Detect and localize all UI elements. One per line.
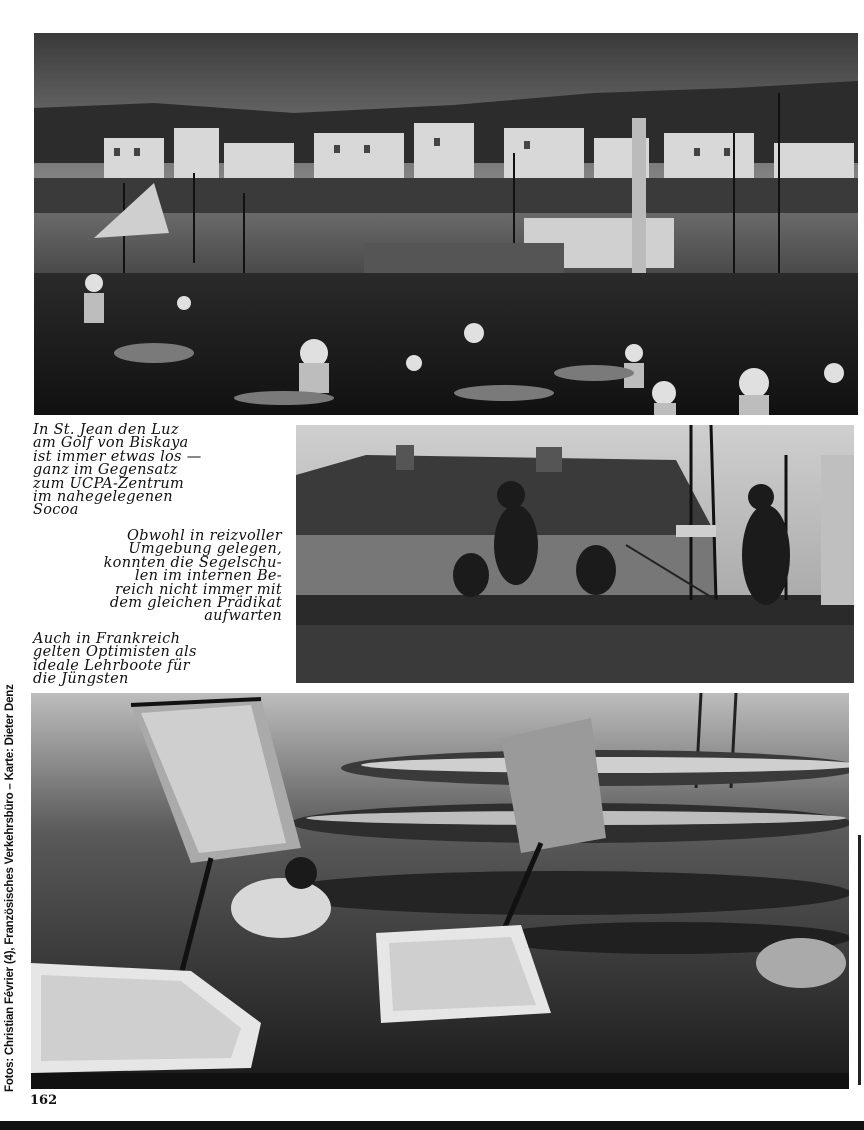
optimist-boats-photo	[31, 693, 849, 1089]
sailing-school-photo	[296, 425, 854, 683]
photo-credit: Fotos: Christian Février (4), Französisches Verkehrsbüro – Karte: Dieter Denz	[4, 684, 16, 1092]
margin-rule	[858, 835, 861, 1085]
page-number: 162	[30, 1093, 58, 1108]
optimist-caption: Auch in Frankreich gelten Optimisten als ideale Lehrboote für die Jüngsten	[33, 631, 197, 688]
sailing-school-caption: Obwohl in reizvoller Umgebung gelegen, konnten die Segelschu- len im internen Be- reich nicht immer mit dem gleichen Prädikat aufwarten	[103, 528, 282, 625]
harbor-photo	[34, 33, 858, 415]
harbor-caption: In St. Jean den Luz am Golf von Biskaya ist immer etwas los — ganz im Gegensatz zum UCPA-Zentrum im nahegelegenen Socoa	[33, 422, 202, 519]
page-bottom-edge	[0, 1121, 864, 1130]
